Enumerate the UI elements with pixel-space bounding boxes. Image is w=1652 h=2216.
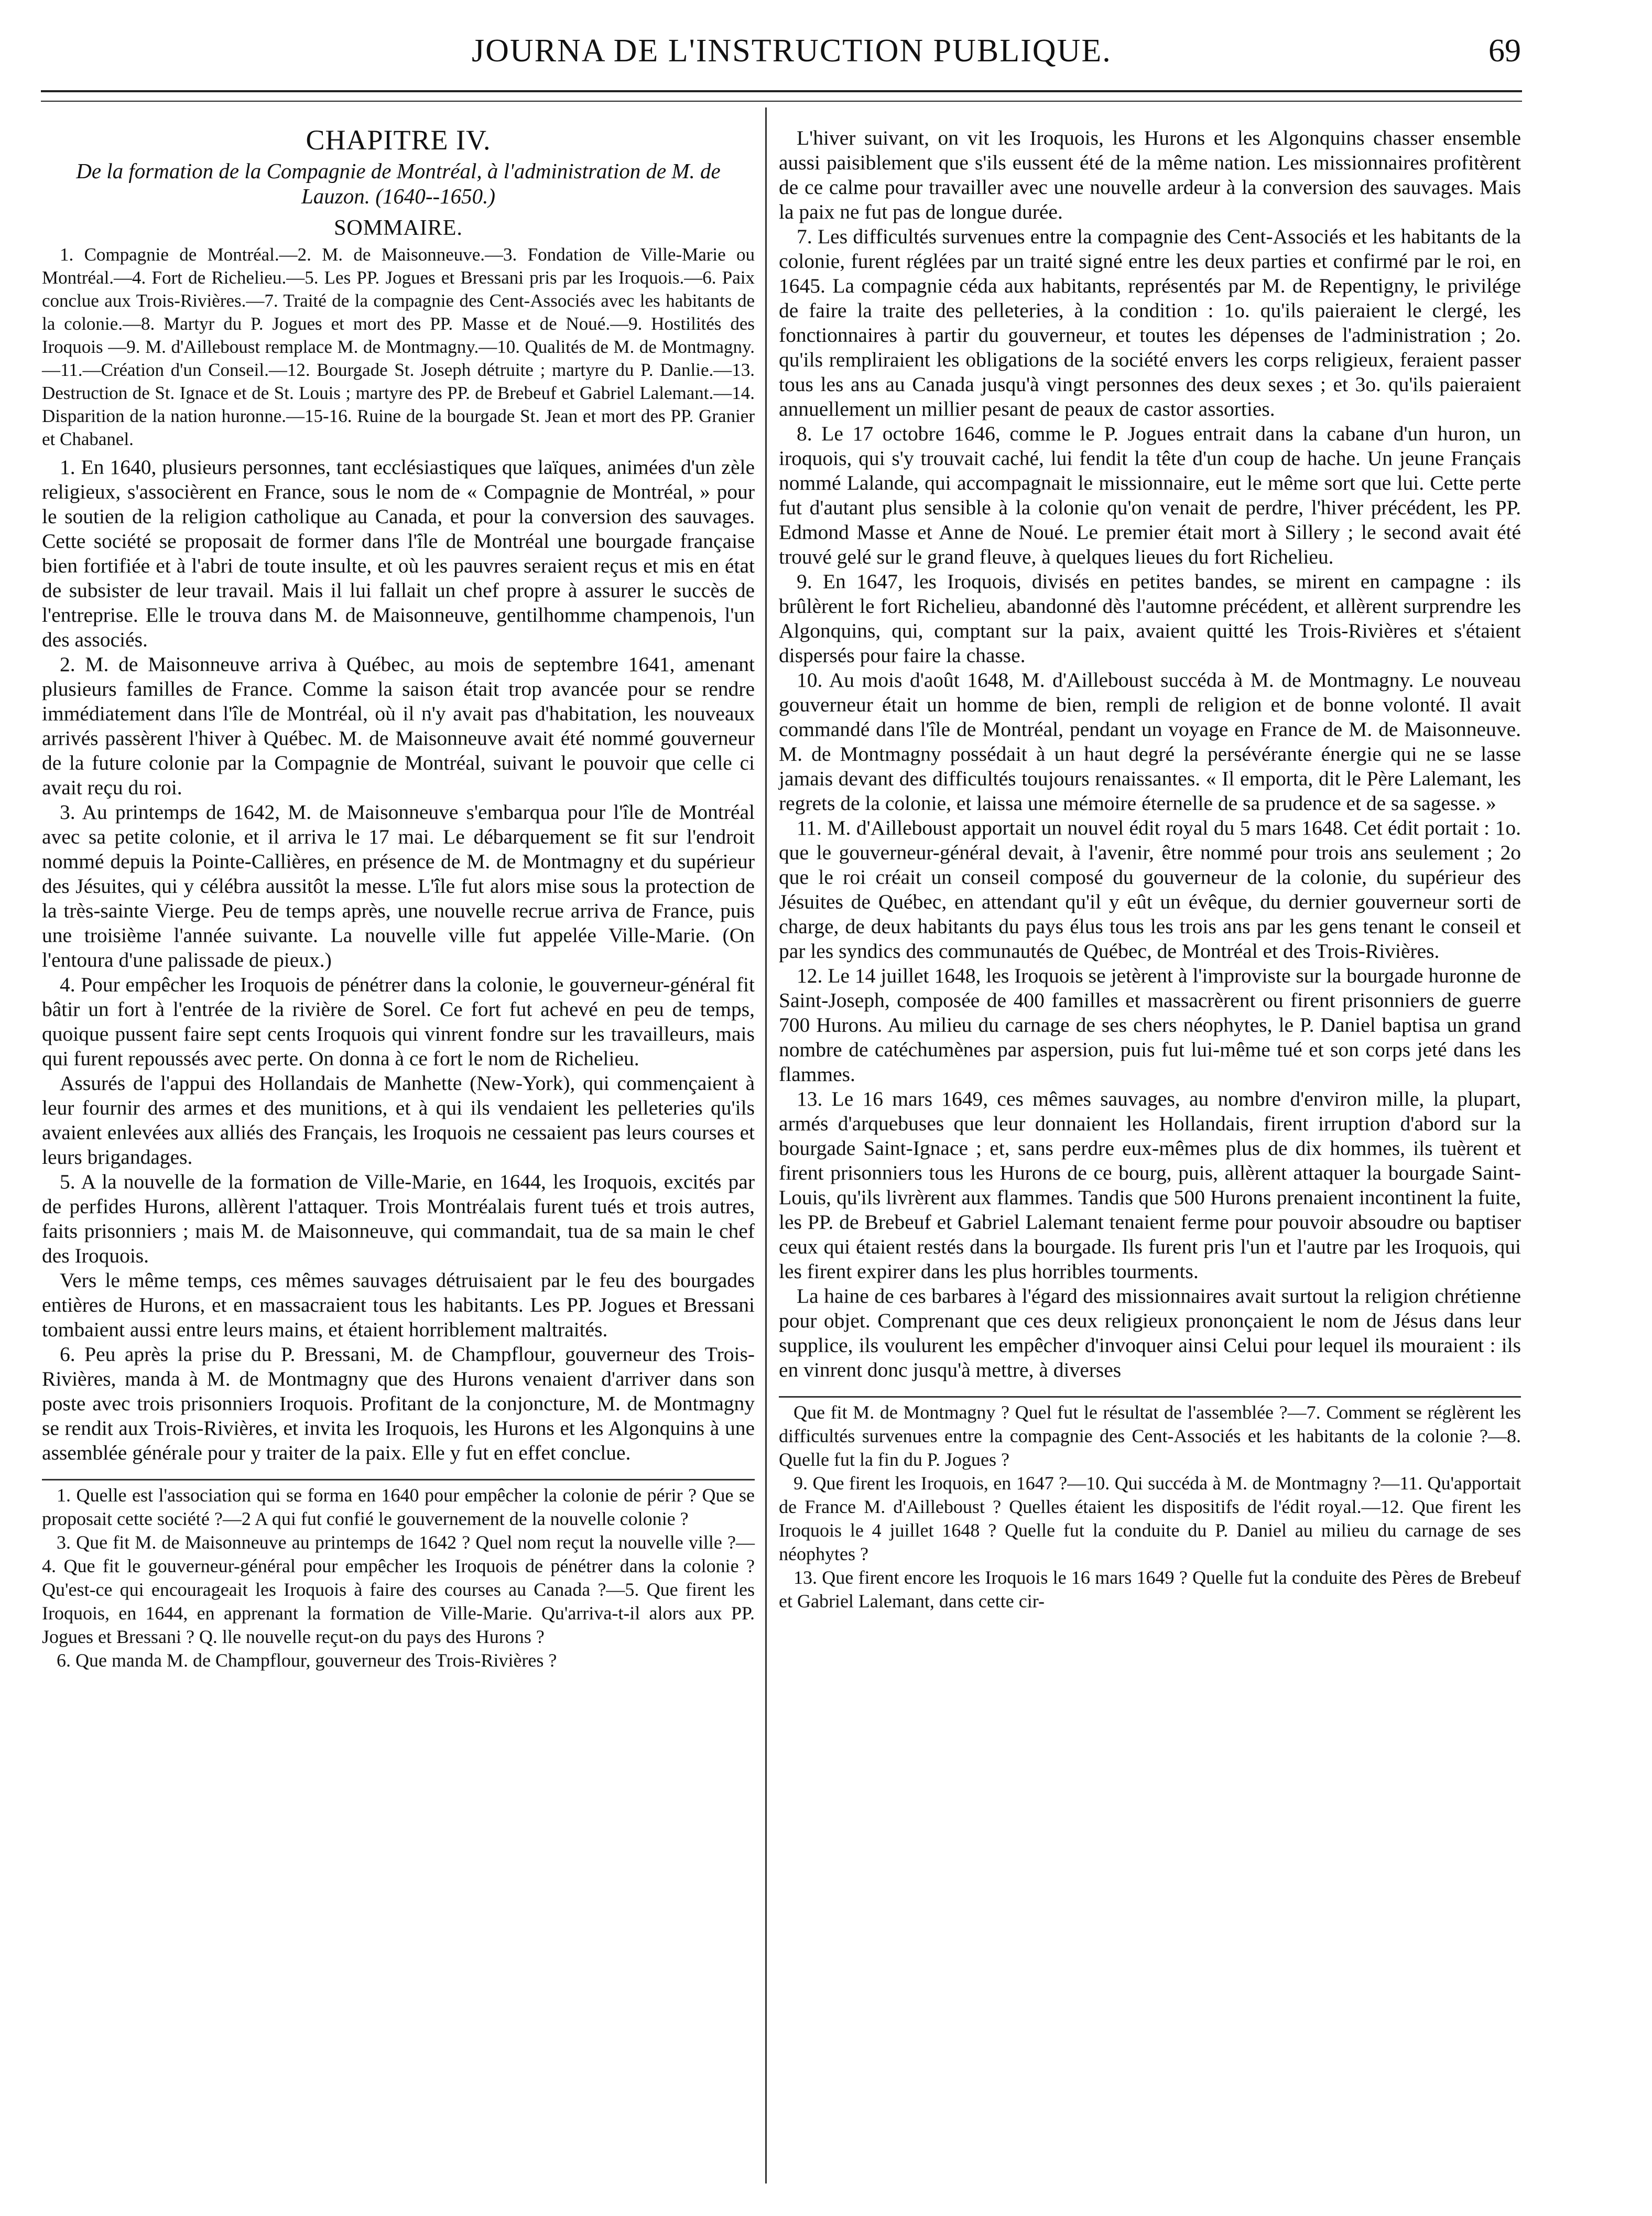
paragraph: 13. Le 16 mars 1649, ces mêmes sauvages, au nombre d'environ mille, la plupart, armés d'arquebuses que leur donnaient les Hollandais, firent irruption d'abord sur la bourgade Saint-Ignace ; et, sans perdre eux-mêmes plus de dix hommes, ils tuèrent et firent prisonniers tous les Hurons de ce bourg, puis, allèrent attaquer la bourgade Saint-Louis, qu'ils livrèrent aux flammes. Tandis que 500 Hurons prenaient incontinent la fuite, les PP. de Brebeuf et Gabriel Lalemant tenaient ferme pour pouvoir absoudre ou baptiser ceux qui étaient restés dans la bourgade. Ils furent pris l'un et l'autre par les Iroquois, qui les firent expirer dans les plus horribles tourments.: [779, 1087, 1521, 1283]
paragraph: 6. Peu après la prise du P. Bressani, M. de Champflour, gouverneur des Trois-Rivières, manda à M. de Montmagny que des Hurons venaient d'arriver dans son poste avec trois prisonniers Iroquois. Profitant de la conjoncture, M. de Montmagny se rendit aux Trois-Rivières, et invita les Iroquois, les Hurons et les Algonquins à une assemblée générale pour y traiter de la paix. Elle y fut en effet conclue.: [42, 1343, 755, 1464]
question: 13. Que firent encore les Iroquois le 16 mars 1649 ? Quelle fut la conduite des Pères de Brebeuf et Gabriel Lalemant, dans cette cir-: [779, 1567, 1521, 1612]
paragraph: Assurés de l'appui des Hollandais de Manhette (New-York), qui commençaient à leur fournir des armes et des munitions, et à qui ils vendaient les pelleteries qu'ils avaient enlevées aux alliés des Français, les Iroquois ne cessaient pas leurs courses et leurs brigandages.: [42, 1072, 755, 1169]
paragraph: 2. M. de Maisonneuve arriva à Québec, au mois de septembre 1641, amenant plusieurs familles de France. Comme la saison était trop avancée pour se rendre immédiatement dans l'île de Montréal, où il n'y avait pas d'habitation, les nouveaux arrivés passèrent l'hiver à Québec. M. de Maisonneuve avait été nommé gouverneur de la future colonie par la Compagnie de Montréal, suivant le pouvoir que celle ci avait reçu du roi.: [42, 653, 755, 799]
page-header: [42, 33, 1520, 85]
paragraph: 8. Le 17 octobre 1646, comme le P. Jogues entrait dans la cabane d'un huron, un iroquois, qui s'y trouvait caché, lui fendit la tête d'un coup de hache. Un jeune Français nommé Lalande, qui accompagnait le missionnaire, eut le même sort que lui. Cette perte fut d'autant plus sensible à la colonie qu'on venait de perdre, l'hiver précédent, les PP. Edmond Masse et Anne de Noué. Le premier était mort à Sillery ; le second avait été trouvé gelé sur le grand fleuve, à quelques lieues du fort Richelieu.: [779, 422, 1521, 568]
study-questions: [42, 1484, 755, 1672]
page-number: 69: [1488, 33, 1521, 69]
question: 3. Que fit M. de Maisonneuve au printemps de 1642 ? Quel nom reçut la nouvelle ville ?—4. Que fit le gouverneur-général pour empêcher les Iroquois de pénétrer dans la colonie ? Qu'est-ce qui encourageait les Iroquois à faire des courses au Canada ?—5. Que firent les Iroquois, en 1644, en apprenant la formation de Ville-Marie. Qu'arriva-t-il alors aux PP. Jogues et Bressani ? Q. lle nouvelle reçut-on du pays des Hurons ?: [42, 1532, 755, 1647]
chapter-heading: CHAPITRE IV.: [306, 124, 491, 156]
right-column: [779, 126, 1521, 1613]
paragraph: La haine de ces barbares à l'égard des missionnaires avait surtout la religion chrétienne pour objet. Comprenant que ces deux religieux prononçaient le nom de Jésus dans leur supplice, ils voulurent les empêcher d'invoquer ainsi Celui pour lequel ils mouraient : ils en vinrent donc jusqu'à mettre, à diverses: [779, 1284, 1521, 1381]
paragraph: 7. Les difficultés survenues entre la compagnie des Cent-Associés et les habitants de la colonie, furent réglées par un traité signé entre les deux parties et confirmé par le roi, en 1645. La compagnie céda aux habitants, représentés par M. de Repentigny, le privilége de faire la traite des pelleteries, à la condition : 1o. qu'ils paieraient le clergé, les fonctionnaires à partir du gouverneur, et toutes les dépenses de l'administration ; 2o. qu'ils rempliraient les obligations de la société envers les corps religieux, feraient passer tous les ans au Canada jusqu'à vingt personnes des deux sexes ; et 3o. qu'ils paieraient annuellement un millier pesant de peaux de castor assorties.: [779, 225, 1521, 420]
paragraph: 12. Le 14 juillet 1648, les Iroquois se jetèrent à l'improviste sur la bourgade huronne de Saint-Joseph, composée de 400 familles et massacrèrent ou firent prisonniers de guerre 700 Hurons. Au milieu du carnage de ses chers néophytes, le P. Daniel baptisa un grand nombre de catéchumènes par aspersion, puis fut lui-même tué et son corps jeté dans les flammes.: [779, 964, 1521, 1086]
paragraph: 5. A la nouvelle de la formation de Ville-Marie, en 1644, les Iroquois, excités par de perfides Hurons, allèrent l'attaquer. Trois Montréalais furent tués et trois autres, faits prisonniers ; mais M. de Maisonneuve, qui commandait, tua de sa main le chef des Iroquois.: [42, 1170, 755, 1267]
question: Que fit M. de Montmagny ? Quel fut le résultat de l'assemblée ?—7. Comment se réglèrent les difficultés survenues entre la compagnie des Cent-Associés et les habitants de la colonie ?—8. Quelle fut la fin du P. Jogues ?: [779, 1402, 1521, 1470]
summary-text: 1. Compagnie de Montréal.—2. M. de Maisonneuve.—3. Fondation de Ville-Marie ou Montréal.—4. Fort de Richelieu.—5. Les PP. Jogues et Bressani pris par les Iroquois.—6. Paix conclue aux Trois-Rivières.—7. Traité de la compagnie des Cent-Associés avec les habitants de la colonie.—8. Martyr du P. Jogues et mort des PP. Masse et de Noué.—9. Hostilités des Iroquois —9. M. d'Ailleboust remplace M. de Montmagny.—10. Qualités de M. de Montmagny.—11.—Création d'un Conseil.—12. Bourgade St. Joseph détruite ; martyre du P. Danlie.—13. Destruction de St. Ignace et de St. Louis ; martyre des PP. de Brebeuf et Gabriel Lalemant.—14. Disparition de la nation huronne.—15-16. Ruine de la bourgade St. Jean et mort des PP. Granier et Chabanel.: [42, 244, 755, 449]
paragraph: 3. Au printemps de 1642, M. de Maisonneuve s'embarqua pour l'île de Montréal avec sa petite colonie, et il arriva le 17 mai. Le débarquement se fit sur l'endroit nommé depuis la Pointe-Callières, en présence de M. de Montmagny et du supérieur des Jésuites, qui y célébra aussitôt la messe. L'île fut alors mise sous la protection de la très-sainte Vierge. Peu de temps après, une nouvelle recrue arriva de France, puis une troisième l'année suivante. La nouvelle ville fut appelée Ville-Marie. (On l'entoura d'une palissade de pieux.): [42, 801, 755, 971]
left-column: [42, 121, 755, 1672]
paragraph: 9. En 1647, les Iroquois, divisés en petites bandes, se mirent en campagne : ils brûlèrent le fort Richelieu, abandonné dès l'automne précédent, et allèrent surprendre les Algonquins, qui, comptant sur la paix, avaient quitté les Trois-Rivières et s'étaient dispersés pour faire la chasse.: [779, 570, 1521, 667]
summary-heading: SOMMAIRE.: [334, 216, 463, 240]
questions-rule: [42, 1479, 755, 1480]
column-divider: [765, 107, 767, 2183]
header-rule: [41, 90, 1522, 92]
paragraph: 4. Pour empêcher les Iroquois de pénétrer dans la colonie, le gouverneur-général fit bâtir un fort à l'entrée de la rivière de Sorel. Ce fort fut achevé en peu de temps, quoique pussent faire sept cents Iroquois qui vinrent fondre sur les travailleurs, mais qui furent repoussés avec perte. On donna à ce fort le nom de Richelieu.: [42, 973, 755, 1070]
question: 9. Que firent les Iroquois, en 1647 ?—10. Qui succéda à M. de Montmagny ?—11. Qu'apportait de France M. d'Ailleboust ? Quelles étaient les dispositifs de l'édit royal.—12. Que firent les Iroquois le 4 juillet 1648 ? Quelle fut la conduite du P. Daniel au milieu du carnage de ses néophytes ?: [779, 1473, 1521, 1564]
journal-title: JOURNA DE L'INSTRUCTION PUBLIQUE.: [472, 33, 1112, 69]
paragraph: 11. M. d'Ailleboust apportait un nouvel édit royal du 5 mars 1648. Cet édit portait : 1o. que le gouverneur-général devait, à l'avenir, être nommé pour trois ans seulement ; 2o que le roi créait un conseil composé du gouverneur de la colonie, du supérieur des Jésuites de Québec, en attendant qu'il y eût un évêque, du dernier gouverneur sorti de charge, de deux habitants du pays élus tous les trois ans par les gens tenant le conseil et par les syndics des communautés de Québec, de Montréal et des Trois-Rivières.: [779, 816, 1521, 963]
chapter-subtitle: De la formation de la Compagnie de Montréal, à l'administration de M. de Lauzon. (1640--1650.): [76, 159, 721, 208]
chapter-summary: [42, 243, 755, 451]
study-questions: [779, 1401, 1521, 1613]
questions-rule: [779, 1396, 1521, 1398]
header-rule-thin: [41, 101, 1522, 102]
paragraph: L'hiver suivant, on vit les Iroquois, les Hurons et les Algonquins chasser ensemble aussi paisiblement que s'ils eussent été de la même nation. Les missionnaires profitèrent de ce calme pour travailler avec une nouvelle ardeur à la conversion des sauvages. Mais la paix ne fut pas de longue durée.: [779, 126, 1521, 223]
paragraph: 1. En 1640, plusieurs personnes, tant ecclésiastiques que laïques, animées d'un zèle religieux, s'associèrent en France, sous le nom de « Compagnie de Montréal, » pour le soutien de la religion catholique au Canada, et pour la conversion des sauvages. Cette société se proposait de former dans l'île de Montréal une bourgade française bien fortifiée et à l'abri de toute insulte, et où les pauvres seraient reçus et mis en état de subsister de leur travail. Mais il lui fallait un chef propre à assurer le succès de l'entreprise. Elle le trouva dans M. de Maisonneuve, gentilhomme champenois, l'un des associés.: [42, 456, 755, 651]
paragraph: 10. Au mois d'août 1648, M. d'Ailleboust succéda à M. de Montmagny. Le nouveau gouverneur était un homme de bien, rempli de religion et de bonne volonté. Il avait commandé dans l'île de Montréal, pendant un voyage en France de M. de Maisonneuve. M. de Montmagny possédait à un haut degré la persévérante énergie qui ne se lasse jamais devant des difficultés toujours renaissantes. « Il emporta, dit le Père Lalemant, les regrets de la colonie, et laissa une mémoire éternelle de sa prudence et de sa sagesse. »: [779, 668, 1521, 815]
question: 1. Quelle est l'association qui se forma en 1640 pour empêcher la colonie de périr ? Que se proposait cette société ?—2 A qui fut confié le gouvernement de la nouvelle colonie ?: [42, 1485, 755, 1529]
paragraph: Vers le même temps, ces mêmes sauvages détruisaient par le feu des bourgades entières de Hurons, et en massacraient tous les habitants. Les PP. Jogues et Bressani tombaient aussi entre leurs mains, et étaient horriblement maltraités.: [42, 1269, 755, 1341]
question: 6. Que manda M. de Champflour, gouverneur des Trois-Rivières ?: [57, 1650, 557, 1671]
